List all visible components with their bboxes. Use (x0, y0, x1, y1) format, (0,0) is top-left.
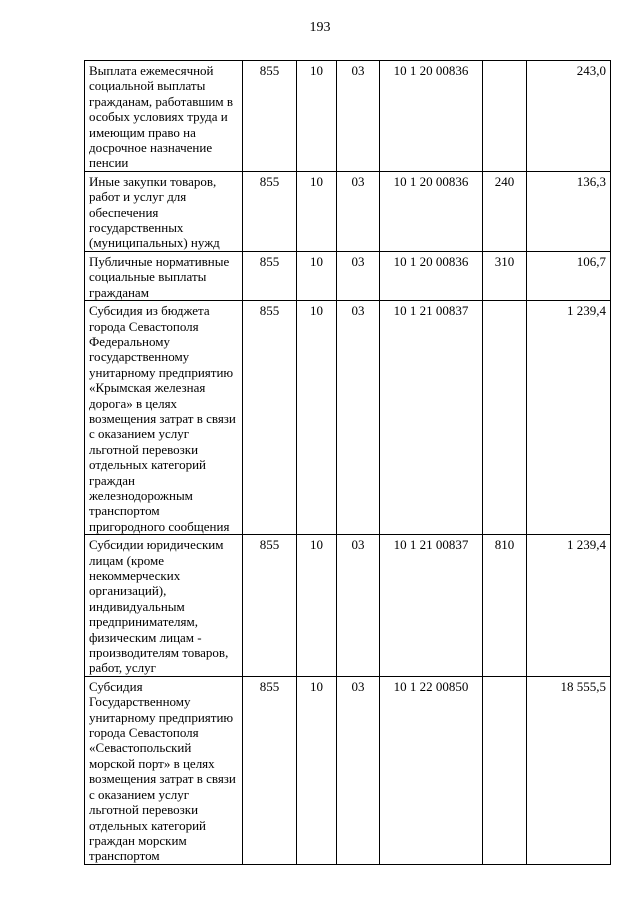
row-vr: 240 (483, 171, 527, 251)
row-vr: 310 (483, 251, 527, 300)
row-csr: 10 1 22 00850 (380, 676, 483, 864)
row-rz: 10 (297, 301, 337, 535)
row-pr: 03 (337, 676, 380, 864)
budget-table (84, 60, 611, 865)
table-row (85, 676, 611, 864)
row-gr: 855 (243, 676, 297, 864)
row-gr: 855 (243, 535, 297, 677)
row-rz: 10 (297, 535, 337, 677)
row-rz: 10 (297, 251, 337, 300)
row-amount: 1 239,4 (527, 535, 611, 677)
row-vr (483, 676, 527, 864)
row-amount: 106,7 (527, 251, 611, 300)
row-csr: 10 1 21 00837 (380, 301, 483, 535)
row-pr: 03 (337, 61, 380, 172)
row-vr: 810 (483, 535, 527, 677)
table-row (85, 535, 611, 677)
row-gr: 855 (243, 61, 297, 172)
row-amount: 136,3 (527, 171, 611, 251)
table-row (85, 251, 611, 300)
row-amount: 243,0 (527, 61, 611, 172)
table-row (85, 171, 611, 251)
row-rz: 10 (297, 171, 337, 251)
row-gr: 855 (243, 301, 297, 535)
row-gr: 855 (243, 171, 297, 251)
row-csr: 10 1 20 00836 (380, 251, 483, 300)
row-gr: 855 (243, 251, 297, 300)
row-description: Выплата ежемесячной социальной выплаты гражданам, работавшим в особых условиях труда и имеющим право на досрочное назначение пенсии (85, 61, 243, 172)
row-rz: 10 (297, 676, 337, 864)
row-vr (483, 61, 527, 172)
row-csr: 10 1 21 00837 (380, 535, 483, 677)
row-description: Субсидии юридическим лицам (кроме некоммерческих организаций), индивидуальным предпринимателям, физическим лицам - производителям товаров, работ, услуг (85, 535, 243, 677)
row-pr: 03 (337, 535, 380, 677)
row-rz: 10 (297, 61, 337, 172)
row-csr: 10 1 20 00836 (380, 171, 483, 251)
row-pr: 03 (337, 301, 380, 535)
table-row (85, 301, 611, 535)
row-description: Иные закупки товаров, работ и услуг для обеспечения государственных (муниципальных) нужд (85, 171, 243, 251)
row-description: Субсидия Государственному унитарному предприятию города Севастополя «Севастопольский морской порт» в целях возмещения затрат в связи с оказанием услуг льготной перевозки отдельных категорий граждан морским транспортом (85, 676, 243, 864)
row-amount: 1 239,4 (527, 301, 611, 535)
row-amount: 18 555,5 (527, 676, 611, 864)
row-csr: 10 1 20 00836 (380, 61, 483, 172)
row-description: Публичные нормативные социальные выплаты гражданам (85, 251, 243, 300)
row-description: Субсидия из бюджета города Севастополя Федеральному государственному унитарному предприятию «Крымская железная дорога» в целях возмещения затрат в связи с оказанием услуг льготной перевозки отдельных категорий граждан железнодорожным транспортом пригородного сообщения (85, 301, 243, 535)
row-pr: 03 (337, 171, 380, 251)
row-pr: 03 (337, 251, 380, 300)
row-vr (483, 301, 527, 535)
page-number: 193 (309, 20, 331, 35)
table-row (85, 61, 611, 172)
